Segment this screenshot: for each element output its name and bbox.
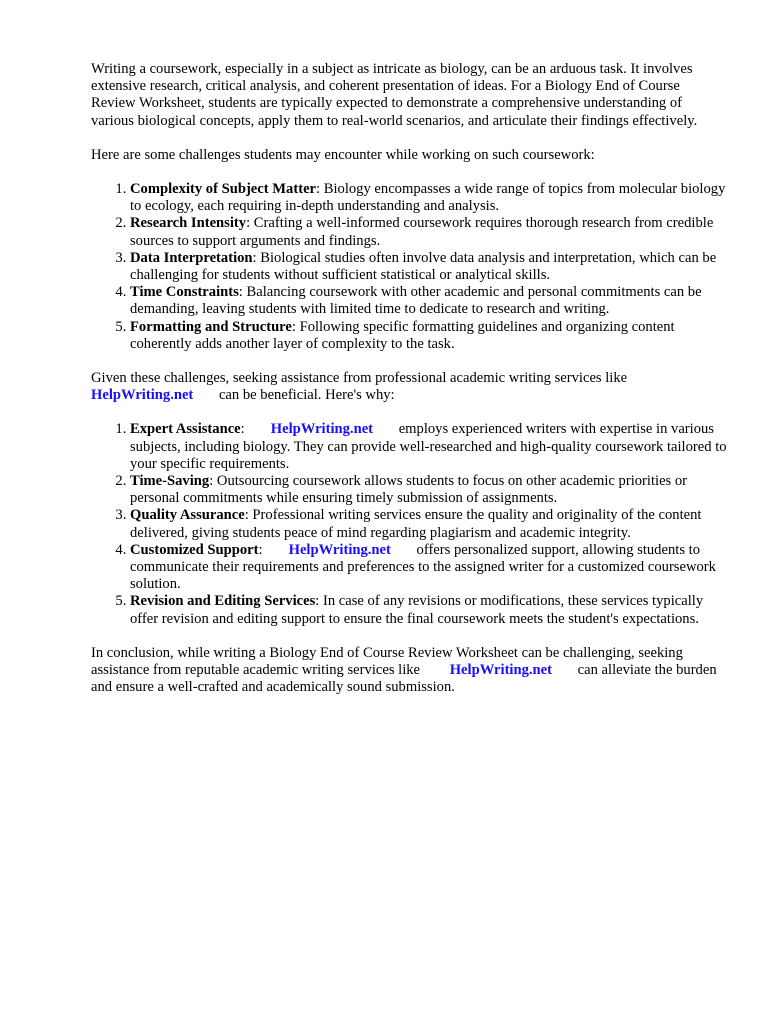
list-item <box>130 215 728 249</box>
conclusion-paragraph <box>91 645 728 697</box>
challenges-list <box>91 181 728 353</box>
list-item-text: : Crafting a well-informed coursework requires thorough research from credible sources to support arguments and findings. <box>130 215 714 249</box>
list-item-text: : Biology encompasses a wide range of topics from molecular biology to ecology, each requiring in-depth understanding and analysis. <box>130 181 726 215</box>
list-item-title: Time-Saving <box>130 473 210 490</box>
list-item-text: employs experienced writers with expertise in various subjects, including biology. They can provide well-researched and high-quality coursework tailored to your specific requirements. <box>130 421 727 472</box>
list-item-text: : Biological studies often involve data analysis and interpretation, which can be challenging for students without sufficient statistical or analytical skills. <box>130 249 717 284</box>
list-item-sep: : <box>258 541 263 558</box>
list-item <box>130 473 728 507</box>
list-item-title: Time Constraints <box>130 284 239 301</box>
list-item-title: Data Interpretation <box>130 249 253 266</box>
list-item <box>130 284 728 318</box>
list-item-title: Complexity of Subject Matter <box>130 181 317 198</box>
list-item <box>130 507 728 541</box>
helpwriting-link[interactable]: HelpWriting.net <box>449 662 552 679</box>
helpwriting-link[interactable]: HelpWriting.net <box>270 421 374 438</box>
list-item-title: Customized Support <box>130 541 259 558</box>
list-item <box>130 593 728 627</box>
benefits-list <box>91 421 728 627</box>
given-text-after: can be beneficial. Here's why: <box>218 387 395 404</box>
list-item-text: : Following specific formatting guidelines and organizing content coherently adds another layer of complexity to the task. <box>130 318 675 352</box>
list-item <box>130 542 728 594</box>
helpwriting-link[interactable]: HelpWriting.net <box>288 541 391 558</box>
list-item-text: : Balancing coursework with other academic and personal commitments can be demanding, leaving students with limited time to dedicate to research and writing. <box>130 284 702 318</box>
list-item-text: : Outsourcing coursework allows students to focus on other academic priorities or personal commitments while ensuring timely submission of assignments. <box>130 473 688 507</box>
list-item <box>130 250 728 284</box>
list-item-title: Expert Assistance <box>130 421 241 438</box>
intro-paragraph: Writing a coursework, especially in a subject as intricate as biology, can be an arduous task. It involves extensive research, critical analysis, and coherent presentation of ideas. For a Biology End of Course Review Worksheet, students are typically expected to demonstrate a comprehensive understanding of various biological concepts, apply them to real-world scenarios, and articulate their findings effectively. <box>91 61 698 129</box>
list-item-text: offers personalized support, allowing students to communicate their requirements and preferences to the assigned writer for a customized coursework solution. <box>130 541 716 593</box>
given-paragraph <box>91 370 728 404</box>
list-item-title: Formatting and Structure <box>130 318 292 335</box>
list-item <box>130 181 728 215</box>
list-item <box>130 319 728 353</box>
list-item-text: : In case of any revisions or modifications, these services typically offer revision and editing support to ensure the final coursework meets the student's expectations. <box>130 593 704 627</box>
conclusion-text-after: can alleviate the burden and ensure a well-crafted and academically sound submission. <box>91 662 717 696</box>
list-item-sep: : <box>240 421 245 438</box>
given-text-before: Given these challenges, seeking assistance from professional academic writing services like <box>91 370 628 387</box>
list-item <box>130 421 728 473</box>
list-item-text: : Professional writing services ensure the quality and originality of the content delivered, giving students peace of mind regarding plagiarism and academic integrity. <box>130 507 702 541</box>
challenges-lead-paragraph: Here are some challenges students may encounter while working on such coursework: <box>91 146 595 163</box>
list-item-title: Revision and Editing Services <box>130 593 316 610</box>
helpwriting-link[interactable]: HelpWriting.net <box>91 387 194 404</box>
list-item-title: Research Intensity <box>130 215 247 232</box>
list-item-title: Quality Assurance <box>130 507 245 524</box>
conclusion-text-before: In conclusion, while writing a Biology End of Course Review Worksheet can be challenging, seeking assistance from reputable academic writing services like <box>91 644 683 679</box>
